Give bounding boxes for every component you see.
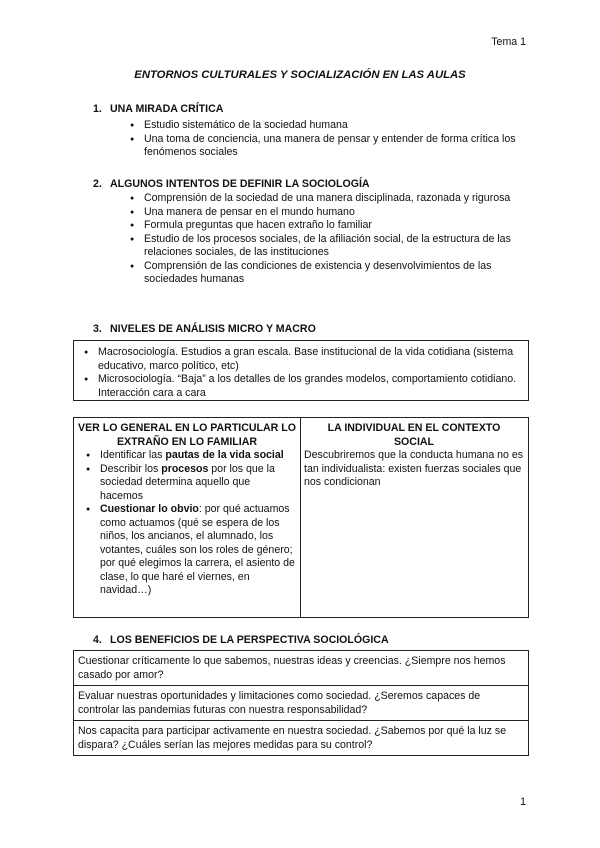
table-left-cell [78,422,296,598]
column-divider [300,418,301,617]
list-item: ● Describir los procesos por los que la sociedad determina aquello que hacemos [84,463,296,504]
table-right-cell [304,422,524,490]
list-item: ● Comprensión de las condiciones de existencia y desenvolvimientos de las sociedades humanas [128,260,520,287]
left-cell-title: VER LO GENERAL EN LO PARTICULAR LO EXTRAÑO EN LO FAMILIAR [78,422,296,448]
list-item: ● Una manera de pensar en el mundo humano [128,206,520,220]
list-item: ● Formula preguntas que hacen extraño lo familiar [128,219,520,233]
section-3-number: 3. [93,323,102,335]
levels-box [73,340,529,401]
table-row: Evaluar nuestras oportunidades y limitaciones como sociedad. ¿Seremos capaces de controlar las pandemias futuras con nuestra responsabilidad? [74,686,528,721]
section-1-list [128,119,520,160]
page-number: 1 [520,796,526,808]
topic-label: Tema 1 [491,36,526,48]
section-4-number: 4. [93,634,102,646]
list-item: ● Comprensión de la sociedad de una manera disciplinada, razonada y rigurosa [128,192,520,206]
table-row: Cuestionar críticamente lo que sabemos, nuestras ideas y creencias. ¿Siempre nos hemos casado por amor? [74,651,528,686]
list-item: ● Una toma de conciencia, una manera de pensar y entender de forma crítica los fenómenos sociales [128,133,520,160]
section-2-list [128,192,520,287]
list-item: ● Cuestionar lo obvio: por qué actuamos como actuamos (qué se espera de los niños, los ancianos, el alumnado, los votantes, cuáles son los roles de género; por qué elegimos la carrera, el asiento de clase, lo que haré el viernes, en navidad…) [84,503,296,598]
list-item: ● Estudio de los procesos sociales, de la afiliación social, de la estructura de las relaciones sociales, de las instituciones [128,233,520,260]
section-2-number: 2. [93,178,102,190]
section-1-heading [93,103,223,117]
list-item: ● Identificar las pautas de la vida social [84,449,296,463]
list-item: ● Microsociología. “Baja” a los detalles de los grandes modelos, comportamiento cotidiano. Interacción cara a cara [82,373,522,400]
left-cell-list [78,449,296,598]
section-1-number: 1. [93,103,102,115]
page-title: ENTORNOS CULTURALES Y SOCIALIZACIÓN EN LAS AULAS [134,69,466,81]
benefits-table [73,650,529,756]
section-3-list [82,346,522,400]
section-4-title: LOS BENEFICIOS DE LA PERSPECTIVA SOCIOLÓGICA [110,634,389,646]
list-item: ● Estudio sistemático de la sociedad humana [128,119,520,133]
section-2-heading [93,178,370,192]
section-1-title: UNA MIRADA CRÍTICA [110,103,224,115]
section-4-heading [93,634,389,648]
table-row: Nos capacita para participar activamente en nuestra sociedad. ¿Sabemos por qué la luz se dispara? ¿Cuáles serían las mejores medidas para su control? [78,725,507,751]
section-2-title: ALGUNOS INTENTOS DE DEFINIR LA SOCIOLOGÍA [110,178,370,190]
section-3-heading [93,323,316,337]
right-cell-text: Descubriremos que la conducta humana no es tan individualista: existen fuerzas sociales que nos condicionan [304,449,524,488]
list-item: ● Macrosociología. Estudios a gran escala. Base institucional de la vida cotidiana (sistema educativo, marco político, etc) [82,346,522,373]
perspective-table [73,417,529,618]
section-3-title: NIVELES DE ANÁLISIS MICRO Y MACRO [110,323,316,335]
right-cell-title: LA INDIVIDUAL EN EL CONTEXTO SOCIAL [327,422,501,448]
